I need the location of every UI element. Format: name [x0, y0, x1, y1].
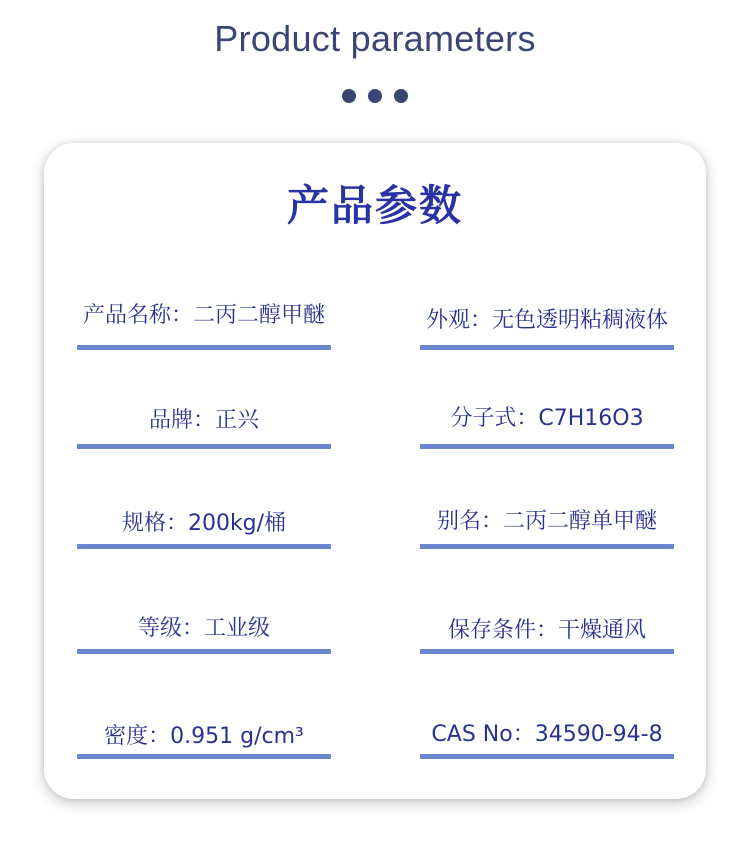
field-value: 0.951 g/cm³	[170, 724, 304, 749]
card-title: 产品参数	[286, 181, 463, 230]
field-label: 别名：	[436, 509, 503, 534]
field-label: CAS No：	[431, 722, 535, 747]
field-value: 干燥通风	[558, 618, 647, 643]
decorative-dots	[342, 89, 408, 103]
parameters-card	[44, 143, 706, 799]
field-underline	[420, 345, 674, 350]
field-label: 品牌：	[148, 408, 215, 433]
field-label: 等级：	[137, 616, 204, 641]
dot-icon	[342, 89, 356, 103]
field-value: 二丙二醇甲醚	[193, 303, 326, 328]
field-value: C7H16O3	[538, 406, 644, 431]
field-label: 规格：	[121, 511, 188, 536]
field-label: 分子式：	[450, 406, 539, 431]
field-underline	[77, 345, 331, 350]
field-underline	[77, 754, 331, 759]
field-label: 产品名称：	[82, 303, 193, 328]
field-value: 200kg/桶	[187, 511, 287, 536]
field-value: 二丙二醇单甲醚	[503, 509, 658, 534]
field-value: 无色透明粘稠液体	[492, 308, 669, 333]
page-title: Product parameters	[214, 18, 536, 59]
field-value: 34590-94-8	[534, 722, 663, 747]
field-underline	[77, 544, 331, 549]
field-value: 正兴	[215, 408, 260, 433]
field-underline	[420, 649, 674, 654]
field-underline	[420, 544, 674, 549]
field-underline	[77, 444, 331, 449]
field-underline	[420, 444, 674, 449]
dot-icon	[394, 89, 408, 103]
field-label: 密度：	[104, 724, 171, 749]
field-value: 工业级	[204, 616, 271, 641]
field-underline	[420, 754, 674, 759]
field-underline	[77, 649, 331, 654]
field-label: 外观：	[425, 308, 492, 333]
field-label: 保存条件：	[447, 618, 558, 643]
dot-icon	[368, 89, 382, 103]
